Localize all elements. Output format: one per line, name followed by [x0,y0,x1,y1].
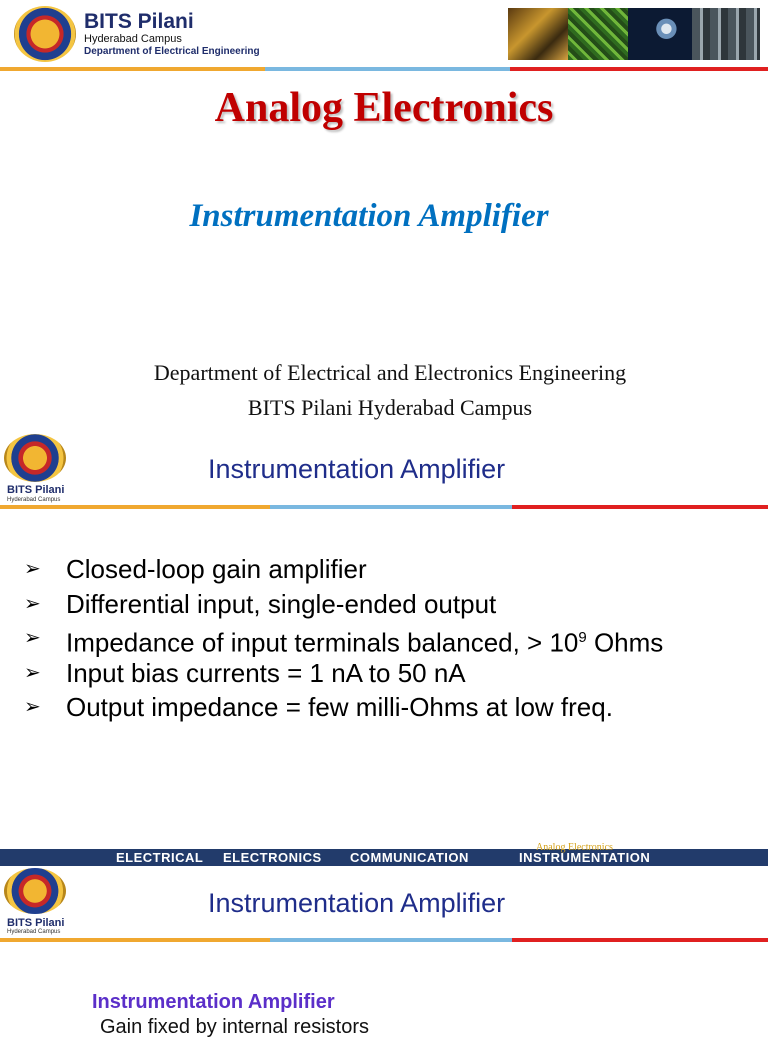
bullet-text-tail: Ohms [586,627,664,658]
slide2-title: Instrumentation Amplifier [208,454,506,484]
slide2-bullet-list [24,552,764,725]
bits-seal-icon [14,6,76,62]
slide3-stripe-blue [270,938,512,942]
slide3-logo-brand: BITS Pilani [7,917,65,929]
arrow-bullet-icon: ➢ [24,592,41,615]
bullet-item [24,656,764,691]
slide2-footer [0,849,768,866]
slide3-section-heading: Instrumentation Amplifier [92,991,335,1013]
bullet-item [24,690,764,725]
header-photo-circuit [508,8,568,60]
slide2-stripe-orange [0,505,270,509]
header-campus: Hyderabad Campus [84,33,182,45]
arrow-bullet-icon: ➢ [24,696,41,718]
bullet-item [24,552,764,587]
arrow-bullet-icon: ➢ [24,661,41,684]
slide-1 [0,0,768,430]
bullet-item [24,587,764,622]
header-department: Department of Electrical Engineering [84,46,260,57]
slide3-logo-campus: Hyderabad Campus [7,929,61,935]
slide-2 [0,430,768,866]
slide2-logo-brand: BITS Pilani [7,484,65,496]
bits-seal-small-icon [4,434,66,482]
footer-watermark: Analog Electronics [536,842,613,853]
slide-subtitle: Instrumentation Amplifier [189,198,549,234]
header-stripe-orange [0,67,265,71]
bits-seal-small-icon [4,868,66,914]
brand-name: BITS Pilani [84,10,194,33]
slide3-stripe-orange [0,938,270,942]
header-brand [84,10,194,34]
department-line: Department of Electrical and Electronics Engineering [153,360,627,385]
header-photo-satellite [628,8,692,60]
slide-3 [0,866,768,1038]
slide3-cut-line: Gain fixed by internal resistors [100,1016,370,1038]
slide3-stripe-red [512,938,768,942]
header-photo-pcb [568,8,628,60]
arrow-bullet-icon: ➢ [24,627,41,649]
slide2-stripe-red [512,505,768,509]
campus-line: BITS Pilani Hyderabad Campus [247,395,533,420]
bullet-text: Differential input, single-ended output [66,588,497,619]
footer-item-electrical: ELECTRICAL [116,850,204,865]
bullet-text: Output impedance = few milli-Ohms at low freq. [66,692,613,722]
bullet-text: Input bias currents = 1 nA to 50 nA [66,657,466,688]
bullet-text: Closed-loop gain amplifier [66,554,367,584]
footer-item-electronics: ELECTRONICS [223,850,322,865]
slide2-stripe-blue [270,505,512,509]
bullet-superscript: 9 [578,629,587,646]
header-photo-instrument [692,8,760,60]
arrow-bullet-icon: ➢ [24,558,41,580]
footer-item-instrumentation: INSTRUMENTATION [519,850,651,865]
slide3-title: Instrumentation Amplifier [208,888,506,918]
header-stripe-blue [265,67,510,71]
footer-item-communication: COMMUNICATION [350,850,469,865]
slide2-logo-campus: Hyderabad Campus [7,497,61,503]
slide-title: Analog Electronics [214,85,554,131]
bullet-item [24,621,764,656]
bullet-text: Impedance of input terminals balanced, > 10 [66,627,579,658]
header-stripe-red [510,67,768,71]
